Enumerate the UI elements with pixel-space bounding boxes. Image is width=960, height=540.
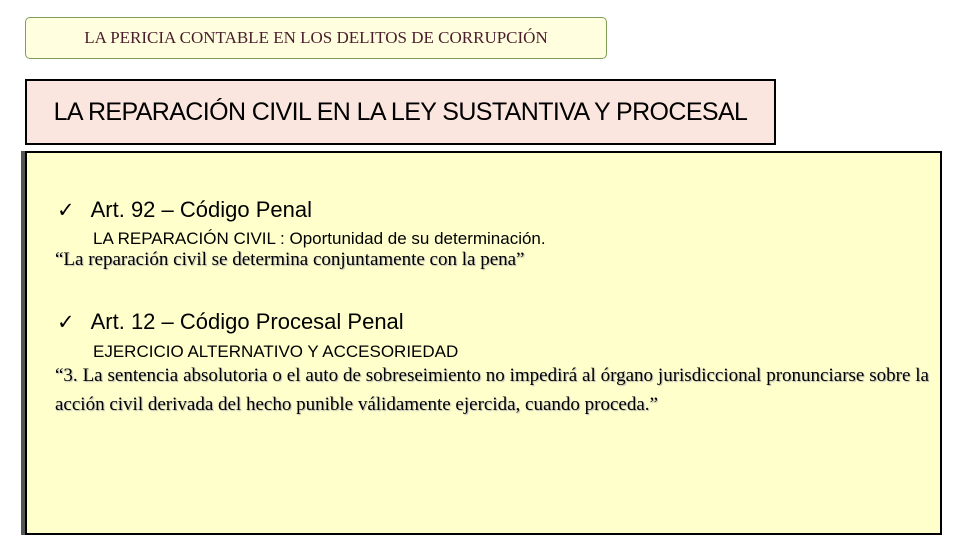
article-heading-text: Art. 92 – Código Penal xyxy=(90,197,312,222)
header-banner xyxy=(25,17,607,59)
article-heading xyxy=(57,309,404,335)
article-heading-text: Art. 12 – Código Procesal Penal xyxy=(90,309,404,334)
content-panel xyxy=(25,151,942,535)
slide-title: LA REPARACIÓN CIVIL EN LA LEY SUSTANTIVA Y PROCESAL xyxy=(53,97,748,126)
checkmark-icon: ✓ xyxy=(57,310,75,334)
article-quote: “3. La sentencia absolutoria o el auto de sobreseimiento no impedirá al órgano jurisdiccional pronunciarse sobre la acción civil derivada del hecho punible válidamente ejercida, cuando proceda.” xyxy=(55,365,929,415)
article-heading xyxy=(57,197,312,223)
checkmark-icon: ✓ xyxy=(57,198,75,222)
article-quote: “La reparación civil se determina conjuntamente con la pena” xyxy=(55,249,525,270)
article-subheading: EJERCICIO ALTERNATIVO Y ACCESORIEDAD xyxy=(93,342,459,361)
slide-title-box xyxy=(25,79,776,145)
header-title: LA PERICIA CONTABLE EN LOS DELITOS DE CORRUPCIÓN xyxy=(84,28,548,47)
article-subheading: LA REPARACIÓN CIVIL : Oportunidad de su determinación. xyxy=(93,229,546,248)
